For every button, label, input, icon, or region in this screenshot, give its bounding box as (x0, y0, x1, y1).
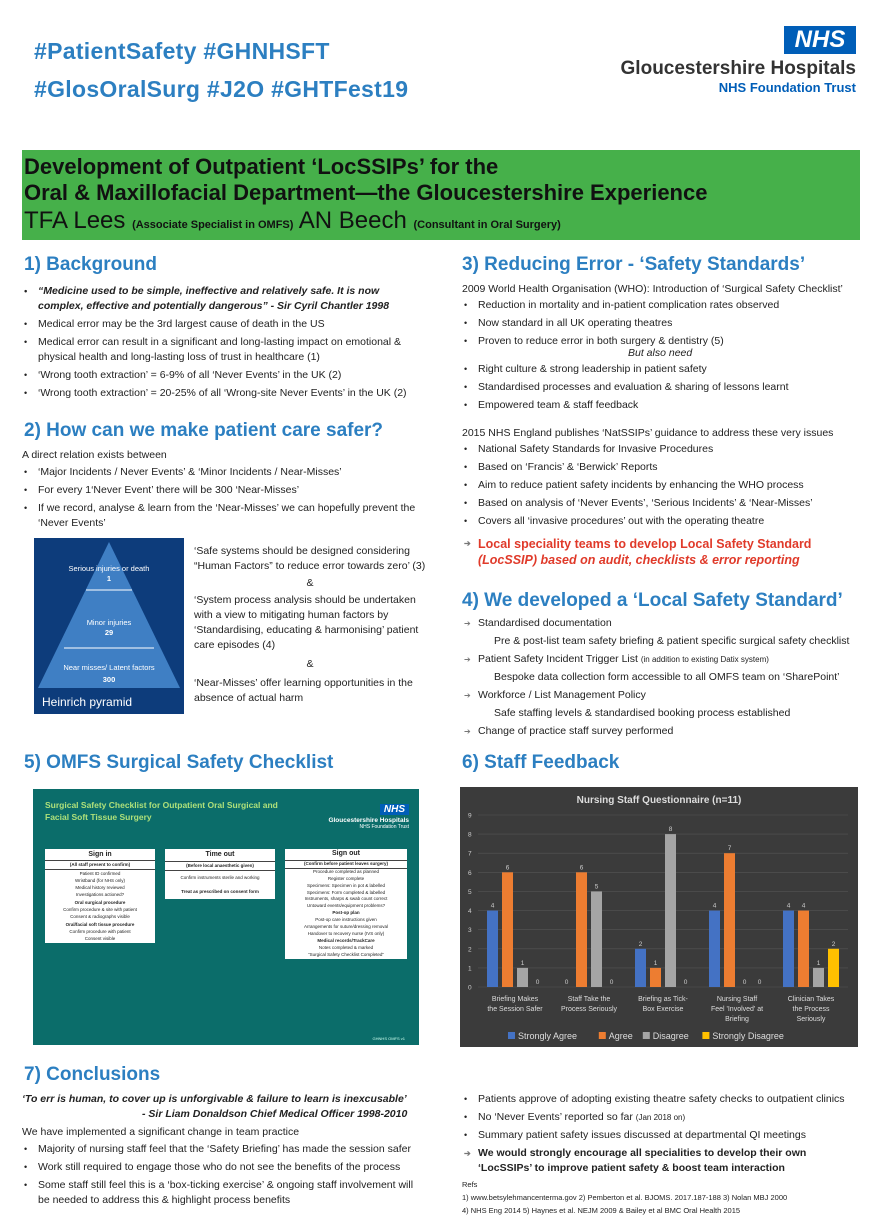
trust-name: Gloucestershire Hospitals (620, 58, 856, 79)
legend-swatch (643, 1032, 650, 1039)
legend-swatch (599, 1032, 606, 1039)
quote-3: ‘Near-Misses’ offer learning opportunities in the absence of actual harm (194, 677, 413, 704)
s3-list2 (462, 362, 862, 416)
references: Refs 1) www.betsylehmancenterma.gov 2) Pemberton et al. BJOMS. 2017.187-188 3) Nolan MBJ 2000 4) NHS Eng 2014 5) Haynes et al. NEJM 2009 & Bailey et al BMC Oral Health 2015 (462, 1180, 788, 1215)
author-1-role: (Associate Specialist in OMFS) (132, 219, 294, 231)
background-list (22, 284, 422, 404)
bar-value-label: 2 (638, 940, 643, 948)
y-tick-label: 1 (468, 965, 472, 973)
section-7-title: 7) Conclusions (24, 1064, 161, 1085)
x-tick-label: Process Seriously (560, 1006, 618, 1013)
y-tick-label: 9 (468, 812, 472, 820)
timeout-column: Time out (Before local anaesthetic given) Confirm instruments sterile and working Treat as prescribed on consent form (165, 849, 275, 899)
section-3-title: 3) Reducing Error - ‘Safety Standards’ (462, 254, 806, 275)
conclusion-quote: ‘To err is human, to cover up is unforgivable & failure to learn is inexcusable’ - Sir Liam Donaldson Chief Medical Officer 1998-2010 (22, 1093, 408, 1120)
poster-title-line2: Oral & Maxillofacial Department—the Gloucestershire Experience (24, 180, 708, 205)
list-item: • Patients approve of adopting existing theatre safety checks to outpatient clinics (462, 1092, 872, 1107)
s2-intro: A direct relation exists between (22, 449, 167, 461)
x-tick-label: Nursing Staff (716, 996, 758, 1003)
author-2-role: (Consultant in Oral Surgery) (413, 219, 561, 231)
list-item: • Proven to reduce error in both surgery & dentistry (5) (462, 334, 862, 349)
x-tick-label: the Process (792, 1006, 830, 1013)
bar-value-label: 0 (757, 979, 762, 986)
list-item: ➔ Standardised documentation Pre & post-list team safety briefing & patient specific surgical safety checklist (462, 616, 872, 649)
bar (502, 872, 513, 987)
s3-intro2: 2015 NHS England publishes ‘NatSSIPs’ guidance to address these very issues (462, 427, 834, 439)
y-tick-label: 8 (468, 831, 472, 839)
bar (828, 949, 839, 987)
section-4-title: 4) We developed a ‘Local Safety Standard’ (462, 590, 843, 611)
bar-value-label: 0 (742, 979, 747, 986)
ampersand-1: & (306, 577, 314, 589)
bar-value-label: 2 (831, 940, 836, 948)
y-tick-label: 7 (468, 850, 472, 858)
s3-red (462, 536, 862, 571)
list-item: • Majority of nursing staff feel that the ‘Safety Briefing’ has made the session safer (22, 1142, 422, 1157)
quote-2: ‘System process analysis should be undertaken with a view to mitigating human factors by ‘Standardising, educating & harmonising’ patient care episodes (4) (194, 594, 419, 651)
y-tick-label: 2 (468, 946, 472, 954)
pyramid-mid-label: Minor injuries 29 (86, 618, 132, 637)
legend-label: Strongly Agree (518, 1031, 578, 1041)
bar-value-label: 1 (653, 959, 658, 967)
legend-label: Agree (608, 1031, 633, 1041)
checklist-title: Surgical Safety Checklist for Outpatient Oral Surgical and Facial Soft Tissue Surgery (45, 800, 278, 822)
list-item: • Right culture & strong leadership in patient safety (462, 362, 862, 377)
bar (813, 968, 824, 987)
list-item: • Based on analysis of ‘Never Events’, ‘Serious Incidents’ & ‘Near-Misses’ (462, 496, 862, 511)
poster-title-line1: Development of Outpatient ‘LocSSIPs’ for the (24, 154, 499, 179)
bar-value-label: 0 (535, 979, 540, 986)
hashtags-line2: #GlosOralSurg #J2O #GHTFest19 (34, 76, 409, 102)
title-banner (22, 150, 860, 240)
author-2: AN Beech (298, 207, 407, 234)
list-item: • Some staff still feel this is a ‘box-ticking exercise’ & ongoing staff involvement will be needed to address this & highlight process benefits (22, 1178, 422, 1208)
s4-list (462, 616, 872, 742)
bar (650, 968, 661, 987)
bar (576, 872, 587, 987)
y-tick-label: 5 (468, 888, 472, 896)
s7-intro: We have implemented a significant change in team practice (22, 1126, 300, 1138)
list-item: • No ‘Never Events’ reported so far (Jan 2018 on) (462, 1110, 872, 1125)
list-item: • ‘Major Incidents / Never Events’ & ‘Minor Incidents / Near-Misses’ (22, 465, 422, 480)
bar-value-label: 0 (609, 979, 614, 986)
section-2-title: 2) How can we make patient care safer? (24, 420, 384, 441)
list-item: • Summary patient safety issues discussed at departmental QI meetings (462, 1128, 872, 1143)
s7-bold (462, 1146, 832, 1179)
x-tick-label: Feel 'Involved' at (710, 1006, 764, 1013)
s3-list1 (462, 298, 862, 352)
bar-value-label: 4 (786, 902, 791, 910)
bar-value-label: 5 (594, 883, 599, 891)
y-tick-label: 6 (468, 869, 472, 877)
list-item: ➔ Change of practice staff survey performed (462, 724, 872, 739)
list-item: • Based on ‘Francis’ & ‘Berwick’ Reports (462, 460, 862, 475)
bar-value-label: 6 (579, 864, 584, 872)
x-tick-label: Box Exercise (642, 1006, 684, 1013)
section-1-title: 1) Background (24, 254, 158, 275)
bar-value-label: 4 (712, 902, 717, 910)
bar (487, 911, 498, 987)
legend-swatch (508, 1032, 515, 1039)
y-tick-label: 0 (468, 984, 472, 992)
signin-column: Sign in (All staff present to confirm) Patient ID confirmed Wristband (for NHS only) Medical history reviewed Investigations actioned? Oral surgical procedure Confirm procedure & site with patient Consent & radiographs visible Oral/facial soft tissue procedure Confirm procedure with patient Consent visible (45, 849, 155, 943)
pyramid-caption: Heinrich pyramid (42, 695, 133, 709)
trust-subtitle: NHS Foundation Trust (718, 80, 856, 95)
list-item: • Now standard in all UK operating theatres (462, 316, 862, 331)
list-item: • If we record, analyse & learn from the ‘Near-Misses’ we can hopefully prevent the ‘Never Events’ (22, 501, 422, 531)
list-item: • Empowered team & staff feedback (462, 398, 862, 413)
hashtags-line1: #PatientSafety #GHNHSFT (34, 38, 330, 64)
bar-value-label: 8 (668, 826, 673, 834)
bar-value-label: 4 (801, 902, 806, 910)
checklist-logo: NHS Gloucestershire Hospitals NHS Foundation Trust (328, 804, 409, 830)
nhs-logo: NHS (784, 26, 856, 54)
ampersand-2: & (306, 658, 314, 670)
x-tick-label: Clinician Takes (787, 996, 835, 1003)
bar-value-label: 1 (520, 959, 525, 967)
x-tick-label: Briefing as Tick- (638, 996, 688, 1003)
bar (783, 911, 794, 987)
s2-list (22, 465, 422, 534)
y-tick-label: 3 (468, 927, 472, 935)
pyramid-top-label: Serious injuries or death 1 (68, 564, 150, 583)
section-6-title: 6) Staff Feedback (462, 752, 620, 773)
bar (798, 911, 809, 987)
list-item: ➔ Workforce / List Management Policy Safe staffing levels & standardised booking process established (462, 688, 872, 721)
signout-column: Sign out (Confirm before patient leaves surgery) Procedure completed as planned Register complete Specimens: Specimen in pot & labelled Specimens: Form completed & labelled Instruments, sharps & swab count correct Untoward events/equipment problems? Post-op plan Post-op care instructions given Arrangements for suture/dressing removal Handover to recovery nurse (IVS only) Medical records/TrackCare Notes completed & marked “Surgical Safety Checklist Completed” (285, 849, 407, 959)
bar-value-label: 6 (505, 864, 510, 872)
list-item: • Medical error can result in a significant and long-lasting impact on emotional & physical health and long-lasting loss of trust in healthcare (1) (22, 335, 422, 365)
checklist-footer: GHNHS OMFS v1 (372, 1036, 405, 1041)
staff-feedback-chart (460, 787, 858, 1047)
bar-value-label: 4 (490, 902, 495, 910)
list-item: ➔ We would strongly encourage all specialities to develop their own ‘LocSSIPs’ to improve patient safety & boost team interaction (462, 1146, 832, 1176)
list-item: • Medical error may be the 3rd largest cause of death in the US (22, 317, 422, 332)
list-item: • Work still required to engage those who do not see the benefits of the process (22, 1160, 422, 1175)
bar-value-label: 0 (683, 979, 688, 986)
list-item: • For every 1‘Never Event’ there will be 300 ‘Near-Misses’ (22, 483, 422, 498)
list-item: ➔ Patient Safety Incident Trigger List (in addition to existing Datix system) Bespoke data collection form accessible to all OMFS team on ‘SharePoint’ (462, 652, 872, 685)
bar-value-label: 1 (816, 959, 821, 967)
s3-list3 (462, 442, 862, 532)
list-item: • ‘Wrong tooth extraction’ = 20-25% of all ‘Wrong-site Never Events’ in the UK (2) (22, 386, 422, 401)
s7-right-list (462, 1092, 872, 1146)
x-tick-label: Briefing (725, 1016, 749, 1023)
pyramid-base-label: Near misses/ Latent factors 300 (63, 663, 155, 684)
authors (24, 206, 860, 240)
chart-title: Nursing Staff Questionnaire (n=11) (576, 795, 742, 806)
bar (724, 853, 735, 987)
bar (709, 911, 720, 987)
list-item: • Aim to reduce patient safety incidents by enhancing the WHO process (462, 478, 862, 493)
s3-also: But also need (628, 347, 693, 359)
list-item: • “Medicine used to be simple, ineffective and relatively safe. It is now complex, effective and potentially dangerous” - Sir Cyril Chantler 1998 (22, 284, 422, 314)
s3-intro: 2009 World Health Organisation (WHO): Introduction of ‘Surgical Safety Checklist’ (462, 283, 843, 295)
x-tick-label: Staff Take the (567, 996, 611, 1003)
s2-quotes (194, 544, 426, 706)
y-tick-label: 4 (468, 908, 472, 916)
bar (591, 891, 602, 987)
list-item: • Standardised processes and evaluation & sharing of lessons learnt (462, 380, 862, 395)
x-tick-label: the Session Safer (487, 1006, 543, 1013)
bar-value-label: 7 (727, 845, 732, 853)
red-callout: ➔ Local speciality teams to develop Local Safety Standard (LocSSIP) based on audit, checklists & error reporting (462, 536, 862, 568)
author-1: TFA Lees (24, 207, 126, 234)
s7-list (22, 1142, 422, 1211)
bar (665, 834, 676, 987)
legend-label: Strongly Disagree (712, 1031, 784, 1041)
section-5-title: 5) OMFS Surgical Safety Checklist (24, 752, 334, 773)
surgical-safety-checklist (33, 789, 419, 1045)
list-item: • ‘Wrong tooth extraction’ = 6-9% of all ‘Never Events’ in the UK (2) (22, 368, 422, 383)
list-item: • National Safety Standards for Invasive Procedures (462, 442, 862, 457)
legend-label: Disagree (652, 1031, 689, 1041)
x-tick-label: Briefing Makes (491, 996, 539, 1003)
list-item: • Reduction in mortality and in-patient complication rates observed (462, 298, 862, 313)
list-item: • Covers all ‘invasive procedures’ out with the operating theatre (462, 514, 862, 529)
bar (517, 968, 528, 987)
x-tick-label: Seriously (796, 1016, 826, 1023)
quote-1: ‘Safe systems should be designed considering “Human Factors” to reduce error towards zero’ (3) (194, 545, 426, 572)
legend-swatch (702, 1032, 709, 1039)
heinrich-pyramid (34, 538, 184, 714)
bar-value-label: 0 (564, 979, 569, 986)
bar (635, 949, 646, 987)
